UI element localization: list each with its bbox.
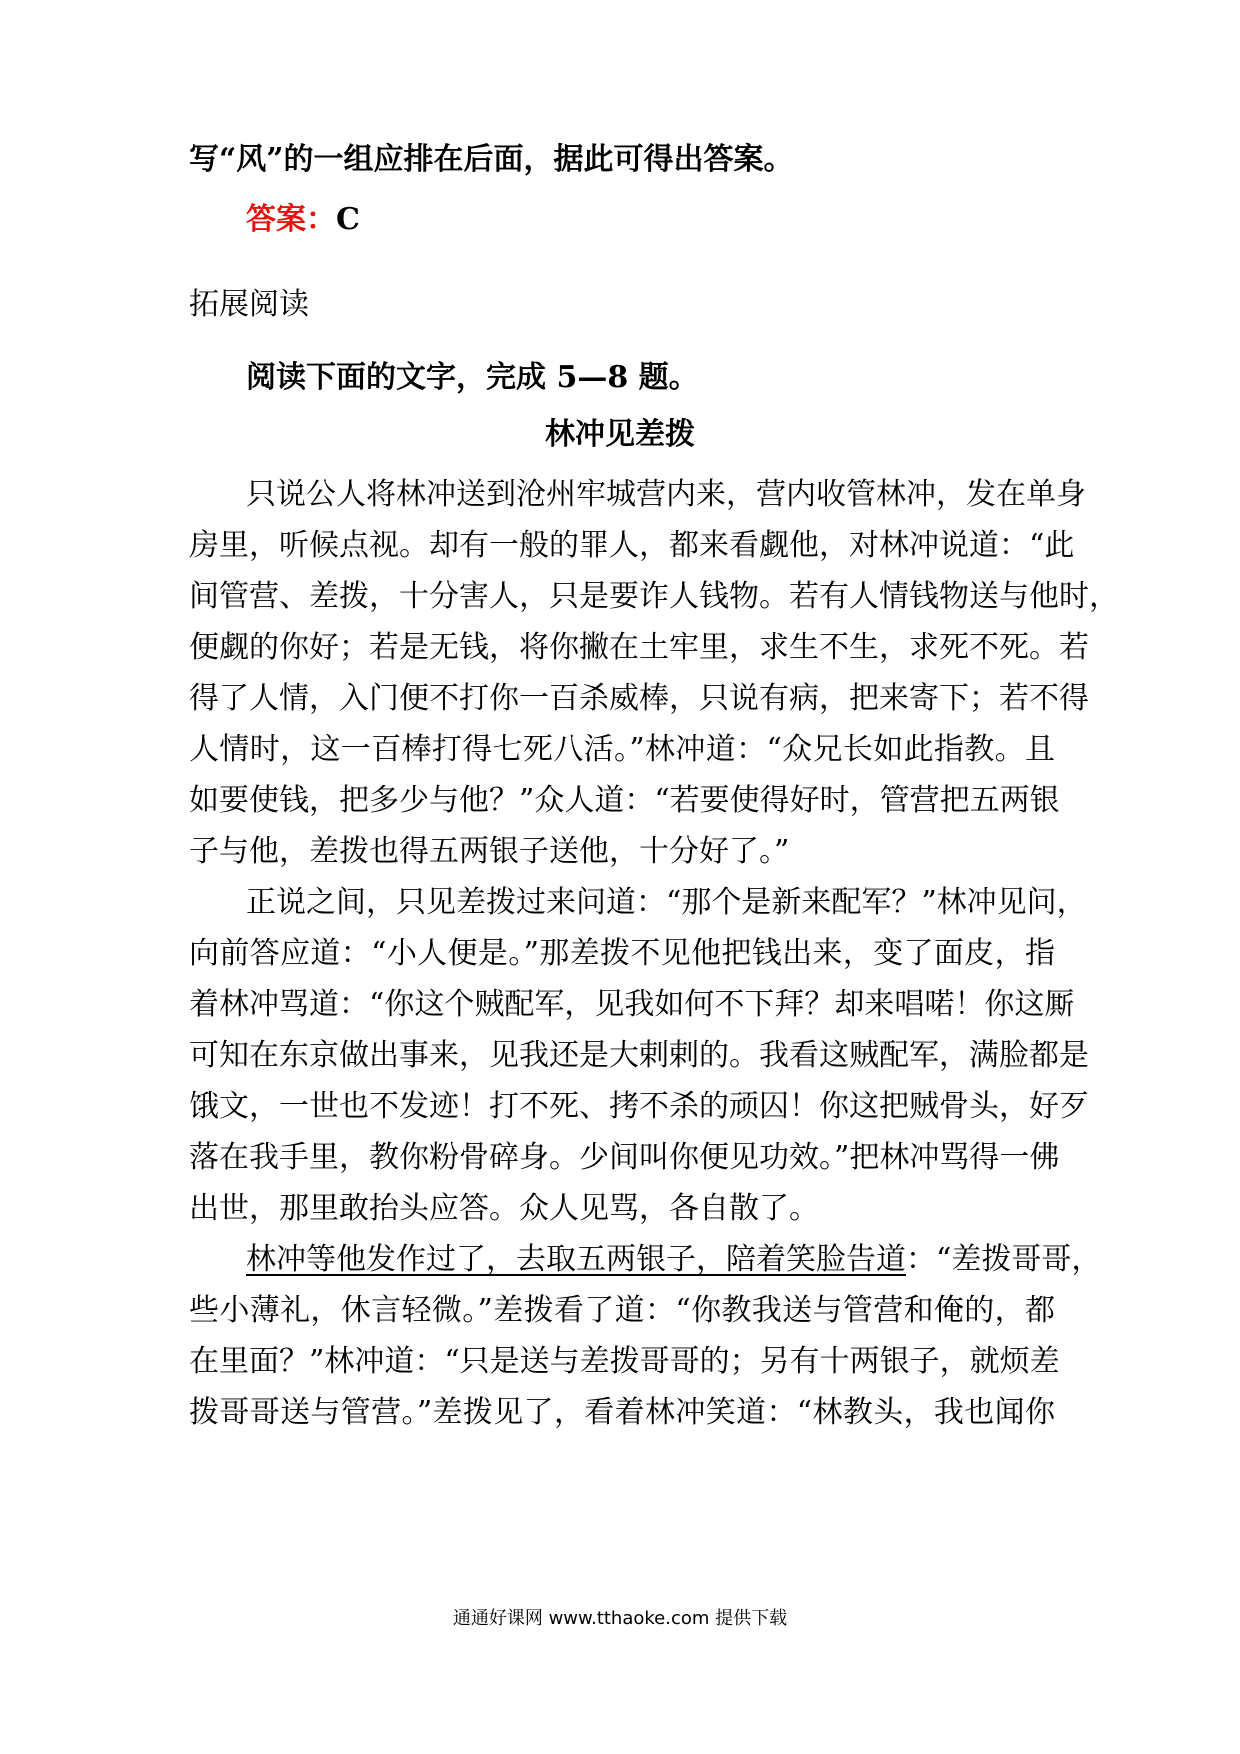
- page-footer: 通通好课网 www.tthaoke.com 提供下载: [452, 1608, 788, 1629]
- answer-label: 答案：: [246, 202, 336, 237]
- section-title: 拓展阅读: [189, 287, 309, 322]
- paragraph-line: 子与他，差拨也得五两银子送他，十分好了。”: [189, 834, 790, 869]
- paragraph-line: 如要使钱，把多少与他？”众人道：“若要使得好时，管营把五两银: [189, 783, 1060, 818]
- paragraph-line: 可知在东京做出事来，见我还是大剌剌的。我看这贼配军，满脸都是: [189, 1038, 1089, 1073]
- paragraph-line: 落在我手里，教你粉骨碎身。少间叫你便见功效。”把林冲骂得一佛: [189, 1140, 1060, 1175]
- answer-value: C: [336, 202, 360, 237]
- paragraph-line: 些小薄礼，休言轻微。”差拨看了道：“你教我送与管营和俺的，都: [189, 1293, 1055, 1328]
- paragraph-line: 间管营、差拨，十分害人，只是要诈人钱物。若有人情钱物送与他时，: [189, 579, 1119, 614]
- answer-line: [246, 200, 360, 240]
- paragraph-line: 房里，听候点视。却有一般的罪人，都来看觑他，对林冲说道：“此: [189, 528, 1075, 563]
- paragraph-line: 向前答应道：“小人便是。”那差拨不见他把钱出来，变了面皮，指: [189, 936, 1055, 971]
- paragraph-line: 便觑的你好；若是无钱，将你撇在土牢里，求生不生，求死不死。若: [189, 630, 1089, 665]
- paragraph-line: 出世，那里敢抬头应答。众人见骂，各自散了。: [189, 1191, 819, 1226]
- instruction: 阅读下面的文字，完成 5—8 题。: [246, 360, 699, 395]
- paragraph-line: 正说之间，只见差拨过来问道：“那个是新来配军？”林冲见问，: [246, 885, 1087, 920]
- paragraph-line: 拨哥哥送与管营。”差拨见了，看着林冲笑道：“林教头，我也闻你: [189, 1395, 1055, 1430]
- paragraph-line: 在里面？”林冲道：“只是送与差拨哥哥的；另有十两银子，就烦差: [189, 1344, 1060, 1379]
- article-title: 林冲见差拨: [545, 417, 695, 452]
- paragraph-line: 只说公人将林冲送到沧州牢城营内来，营内收管林冲，发在单身: [246, 477, 1086, 512]
- top-line: 写“风”的一组应排在后面，据此可得出答案。: [189, 142, 794, 177]
- paragraph-line: 着林冲骂道：“你这个贼配军，见我如何不下拜？却来唱喏！你这厮: [189, 987, 1075, 1022]
- underlined-sentence: 林冲等他发作过了，去取五两银子，陪着笑脸告道: [246, 1242, 906, 1277]
- paragraph-line: 饿文，一世也不发迹！打不死、拷不杀的顽囚！你这把贼骨头，好歹: [189, 1089, 1089, 1124]
- paragraph-line: [246, 1240, 1101, 1280]
- paragraph-line: 人情时，这一百棒打得七死八活。”林冲道：“众兄长如此指教。且: [189, 732, 1055, 767]
- paragraph-line-rest: ：“差拨哥哥，: [906, 1242, 1102, 1277]
- paragraph-line: 得了人情，入门便不打你一百杀威棒，只说有病，把来寄下；若不得: [189, 681, 1089, 716]
